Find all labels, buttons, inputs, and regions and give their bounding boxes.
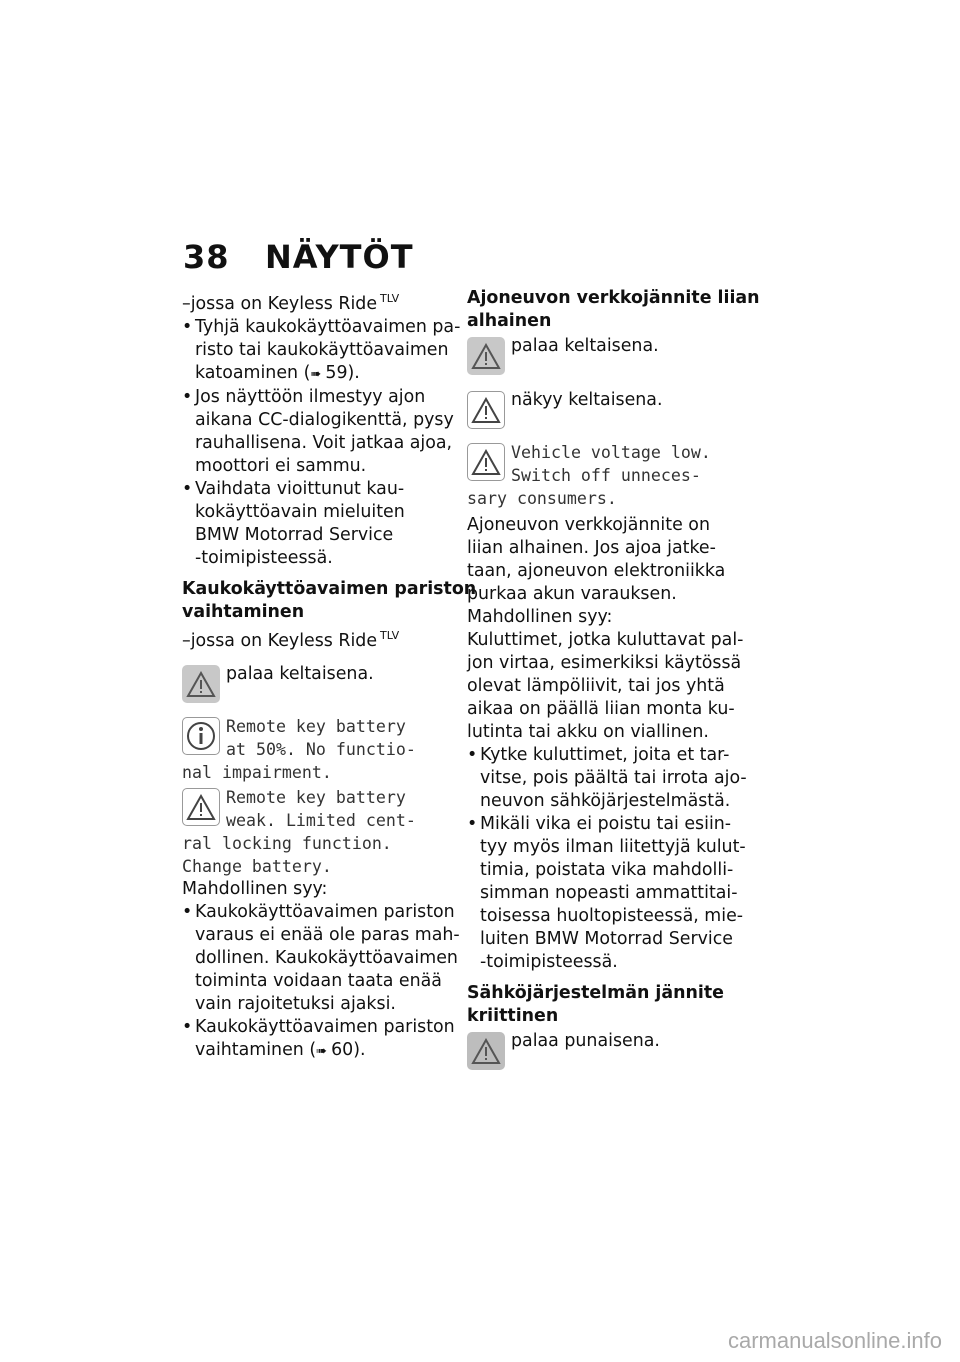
heading-line: Ajoneuvon verkkojännite liian (467, 288, 760, 308)
list-item-line: vitse, pois päältä tai irrota ajo- (480, 768, 747, 788)
list-item-line: toiminta voidaan taata enää (195, 971, 442, 991)
list-item-line: varaus ei enää ole paras mah- (195, 925, 460, 945)
list-item-line: kokäyttöavain mieluiten (195, 502, 405, 522)
warning-triangle-icon (467, 337, 505, 375)
list-item (182, 386, 454, 478)
description-line: purkaa akun varauksen. (467, 584, 677, 604)
page-title: NÄYTÖT (265, 238, 414, 276)
warning-triangle-icon (467, 443, 505, 481)
page-reference-arrow-icon[interactable]: ➠ (316, 1044, 328, 1059)
list-item (467, 744, 747, 813)
list-item-line: aikana CC-dialogikenttä, pysy (195, 410, 454, 430)
cause-label: Mahdollinen syy: (467, 607, 613, 627)
list-item-line: risto tai kaukokäyttöavaimen (195, 340, 449, 360)
description-line: liian alhainen. Jos ajoa jatke- (467, 538, 716, 558)
message-line: weak. Limited cent- (226, 811, 416, 830)
list-item-line (195, 362, 454, 386)
list-item-line: • Kaukokäyttöavaimen pariston (195, 902, 455, 922)
section-heading (182, 578, 477, 624)
list-item-line: dollinen. Kaukokäyttöavaimen (195, 948, 458, 968)
list-item-line: vain rajoitetuksi ajaksi. (195, 994, 396, 1014)
list-item-line: • Kaukokäyttöavaimen pariston (195, 1017, 455, 1037)
message-line: Remote key battery (226, 788, 406, 807)
list-item-line: luiten BMW Motorrad Service (480, 929, 734, 949)
list-item-line: tyy myös ilman liitettyjä kulut- (480, 837, 746, 857)
section-heading (467, 982, 739, 1028)
cause-text (467, 629, 744, 744)
intro-text: –jossa on Keyless Ride (182, 294, 378, 314)
page-header (183, 238, 414, 276)
message-line: Vehicle voltage low. (511, 443, 711, 462)
description (467, 514, 739, 606)
message-line: Remote key battery (226, 717, 406, 736)
message-line: at 50%. No functio- (226, 740, 416, 759)
list-item-line: • Jos näyttöön ilmestyy ajon (195, 387, 426, 407)
description-line: Ajoneuvon verkkojännite on (467, 515, 710, 535)
list-item-line: toisessa huoltopisteessä, mie- (480, 906, 744, 926)
list-item (182, 1016, 454, 1063)
list-item-text: katoaminen ( (195, 363, 311, 383)
list-item (182, 901, 460, 1016)
message-row (182, 786, 454, 878)
heading-line: Sähköjärjestelmän jännite (467, 983, 724, 1003)
heading-line: kriittinen (467, 1006, 559, 1026)
watermark: carmanualsonline.info (727, 1328, 942, 1353)
list-item (182, 316, 461, 386)
intro-text: –jossa on Keyless Ride (182, 631, 378, 651)
indicator-text: palaa keltaisena. (226, 664, 374, 684)
list-item-line: simman nopeasti ammattitai- (480, 883, 738, 903)
indicator-text: palaa keltaisena. (511, 336, 659, 356)
heading-line: Kaukokäyttöavaimen pariston (182, 579, 477, 599)
cause-line: jon virtaa, esimerkiksi käytössä (467, 653, 742, 673)
list-item-line: neuvon sähköjärjestelmästä. (480, 791, 731, 811)
indicator-row (467, 1030, 739, 1076)
section-heading (467, 287, 760, 333)
list-item-line (195, 1039, 454, 1063)
list-item-line: • Vaihdata vioittunut kau- (195, 479, 405, 499)
message-row (182, 715, 454, 784)
tlv-superscript: TLV (380, 629, 400, 642)
indicator-row (182, 663, 454, 707)
message-row (467, 441, 739, 510)
page-reference[interactable]: 59). (325, 363, 360, 383)
list-item-line: rauhallisena. Voit jatkaa ajoa, (195, 433, 453, 453)
list-item-line: • Kytke kuluttimet, joita et tar- (480, 745, 730, 765)
message-line: ral locking function. (182, 834, 392, 853)
list-item-line: • Tyhjä kaukokäyttöavaimen pa- (195, 317, 461, 337)
tlv-superscript: TLV (380, 292, 400, 305)
page-reference-arrow-icon[interactable]: ➠ (310, 367, 322, 382)
indicator-row (467, 389, 739, 439)
indicator-text: palaa punaisena. (511, 1031, 660, 1051)
cause-line: Kuluttimet, jotka kuluttavat pal- (467, 630, 744, 650)
list-item-line: timia, poistata vika mahdolli- (480, 860, 734, 880)
warning-triangle-icon (182, 788, 220, 826)
cause-line: lutinta tai akku on viallinen. (467, 722, 709, 742)
warning-triangle-icon (467, 391, 505, 429)
list-item-line: • Mikäli vika ei poistu tai esiin- (480, 814, 732, 834)
list-item (467, 813, 746, 974)
cause-line: olevat lämpöliivit, tai jos yhtä (467, 676, 725, 696)
left-column (182, 287, 477, 1063)
info-icon (182, 717, 220, 755)
cause-line: aikaa on päällä liian monta ku- (467, 699, 735, 719)
description-line: taan, ajoneuvon elektroniikka (467, 561, 726, 581)
intro-line (182, 624, 454, 653)
list-item-line: -toimipisteessä. (195, 548, 333, 568)
list-item-text: vaihtaminen ( (195, 1040, 317, 1060)
indicator-text: näkyy keltaisena. (511, 390, 663, 410)
cause-label: Mahdollinen syy: (182, 879, 328, 899)
indicator-row (467, 335, 739, 383)
right-column (467, 287, 760, 1076)
list-item-line: moottori ei sammu. (195, 456, 367, 476)
list-item-line: -toimipisteessä. (480, 952, 618, 972)
intro-line (182, 287, 454, 316)
message-line: sary consumers. (467, 489, 617, 508)
message-line: Change battery. (182, 857, 332, 876)
message-line: nal impairment. (182, 763, 332, 782)
list-item-line: BMW Motorrad Service (195, 525, 394, 545)
page-reference[interactable]: 60). (331, 1040, 366, 1060)
page-number: 38 (183, 238, 230, 276)
warning-triangle-icon (467, 1032, 505, 1070)
heading-line: vaihtaminen (182, 602, 305, 622)
list-item (182, 478, 454, 570)
warning-triangle-icon (182, 665, 220, 703)
message-line: Switch off unneces- (511, 466, 701, 485)
heading-line: alhainen (467, 311, 552, 331)
